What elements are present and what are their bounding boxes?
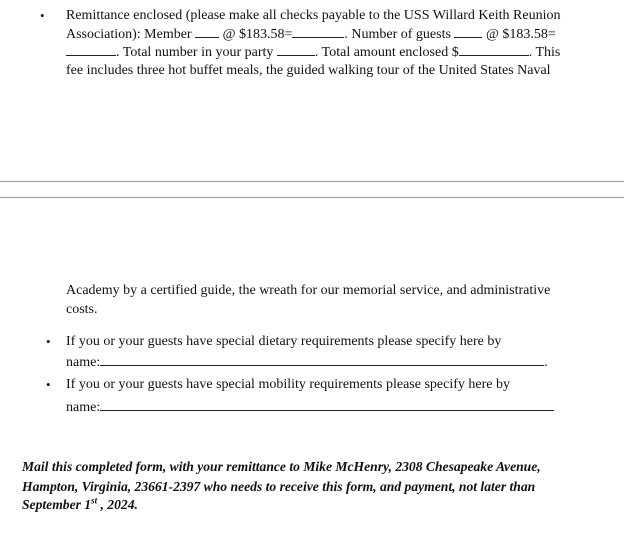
dietary-line-2 <box>66 353 548 372</box>
dietary-line-1: If you or your guests have special dietary requirements please specify here by <box>66 334 502 349</box>
guest-count-field[interactable] <box>454 25 482 38</box>
page-break-rule-1 <box>0 181 624 182</box>
member-price: @ $183.58= <box>222 27 293 42</box>
guest-price: @ $183.58= <box>485 27 556 42</box>
mobility-name-label: name: <box>66 400 101 415</box>
mobility-line-1: If you or your guests have special mobility requirements please specify here by <box>66 377 510 392</box>
remittance-line-2 <box>66 25 556 44</box>
mobility-name-field[interactable] <box>100 398 554 411</box>
remittance-line-4: fee includes three hot buffet meals, the guided walking tour of the United States Naval <box>66 63 551 78</box>
member-label: Association): Member <box>66 27 192 42</box>
guests-label: . Number of guests <box>344 27 451 42</box>
dietary-bullet: • <box>46 334 51 349</box>
this-label: . This <box>528 45 561 60</box>
party-label: . Total number in your party <box>116 45 274 60</box>
mobility-line-2 <box>66 398 554 417</box>
guest-total-field[interactable] <box>66 43 116 56</box>
dietary-name-label: name: <box>66 355 101 370</box>
mail-line-1: Mail this completed form, with your remittance to Mike McHenry, 2308 Chesapeake Avenue, <box>22 459 541 474</box>
dietary-end: . <box>544 355 548 370</box>
remittance-line-1: Remittance enclosed (please make all checks payable to the USS Willard Keith Reunion <box>66 8 561 23</box>
deadline-month-day: September 1 <box>22 497 92 512</box>
page-break-rule-2 <box>0 197 624 198</box>
party-count-field[interactable] <box>277 43 315 56</box>
mail-line-3 <box>22 494 138 515</box>
mobility-bullet: • <box>46 377 51 392</box>
member-count-field[interactable] <box>195 25 219 38</box>
remittance-bullet: • <box>40 8 45 23</box>
remittance-line-5: Academy by a certified guide, the wreath for our memorial service, and administrative <box>66 283 551 298</box>
mail-line-2: Hampton, Virginia, 23661-2397 who needs to receive this form, and payment, not later than <box>22 479 536 494</box>
member-total-field[interactable] <box>292 25 344 38</box>
amount-enclosed-field[interactable] <box>459 43 529 56</box>
deadline-year: , 2024. <box>97 497 138 512</box>
dietary-name-field[interactable] <box>100 353 544 366</box>
amount-label: . Total amount enclosed $ <box>314 45 459 60</box>
remittance-line-6: costs. <box>66 302 98 317</box>
deadline-ordinal: st <box>91 495 98 506</box>
remittance-line-3 <box>66 43 560 62</box>
